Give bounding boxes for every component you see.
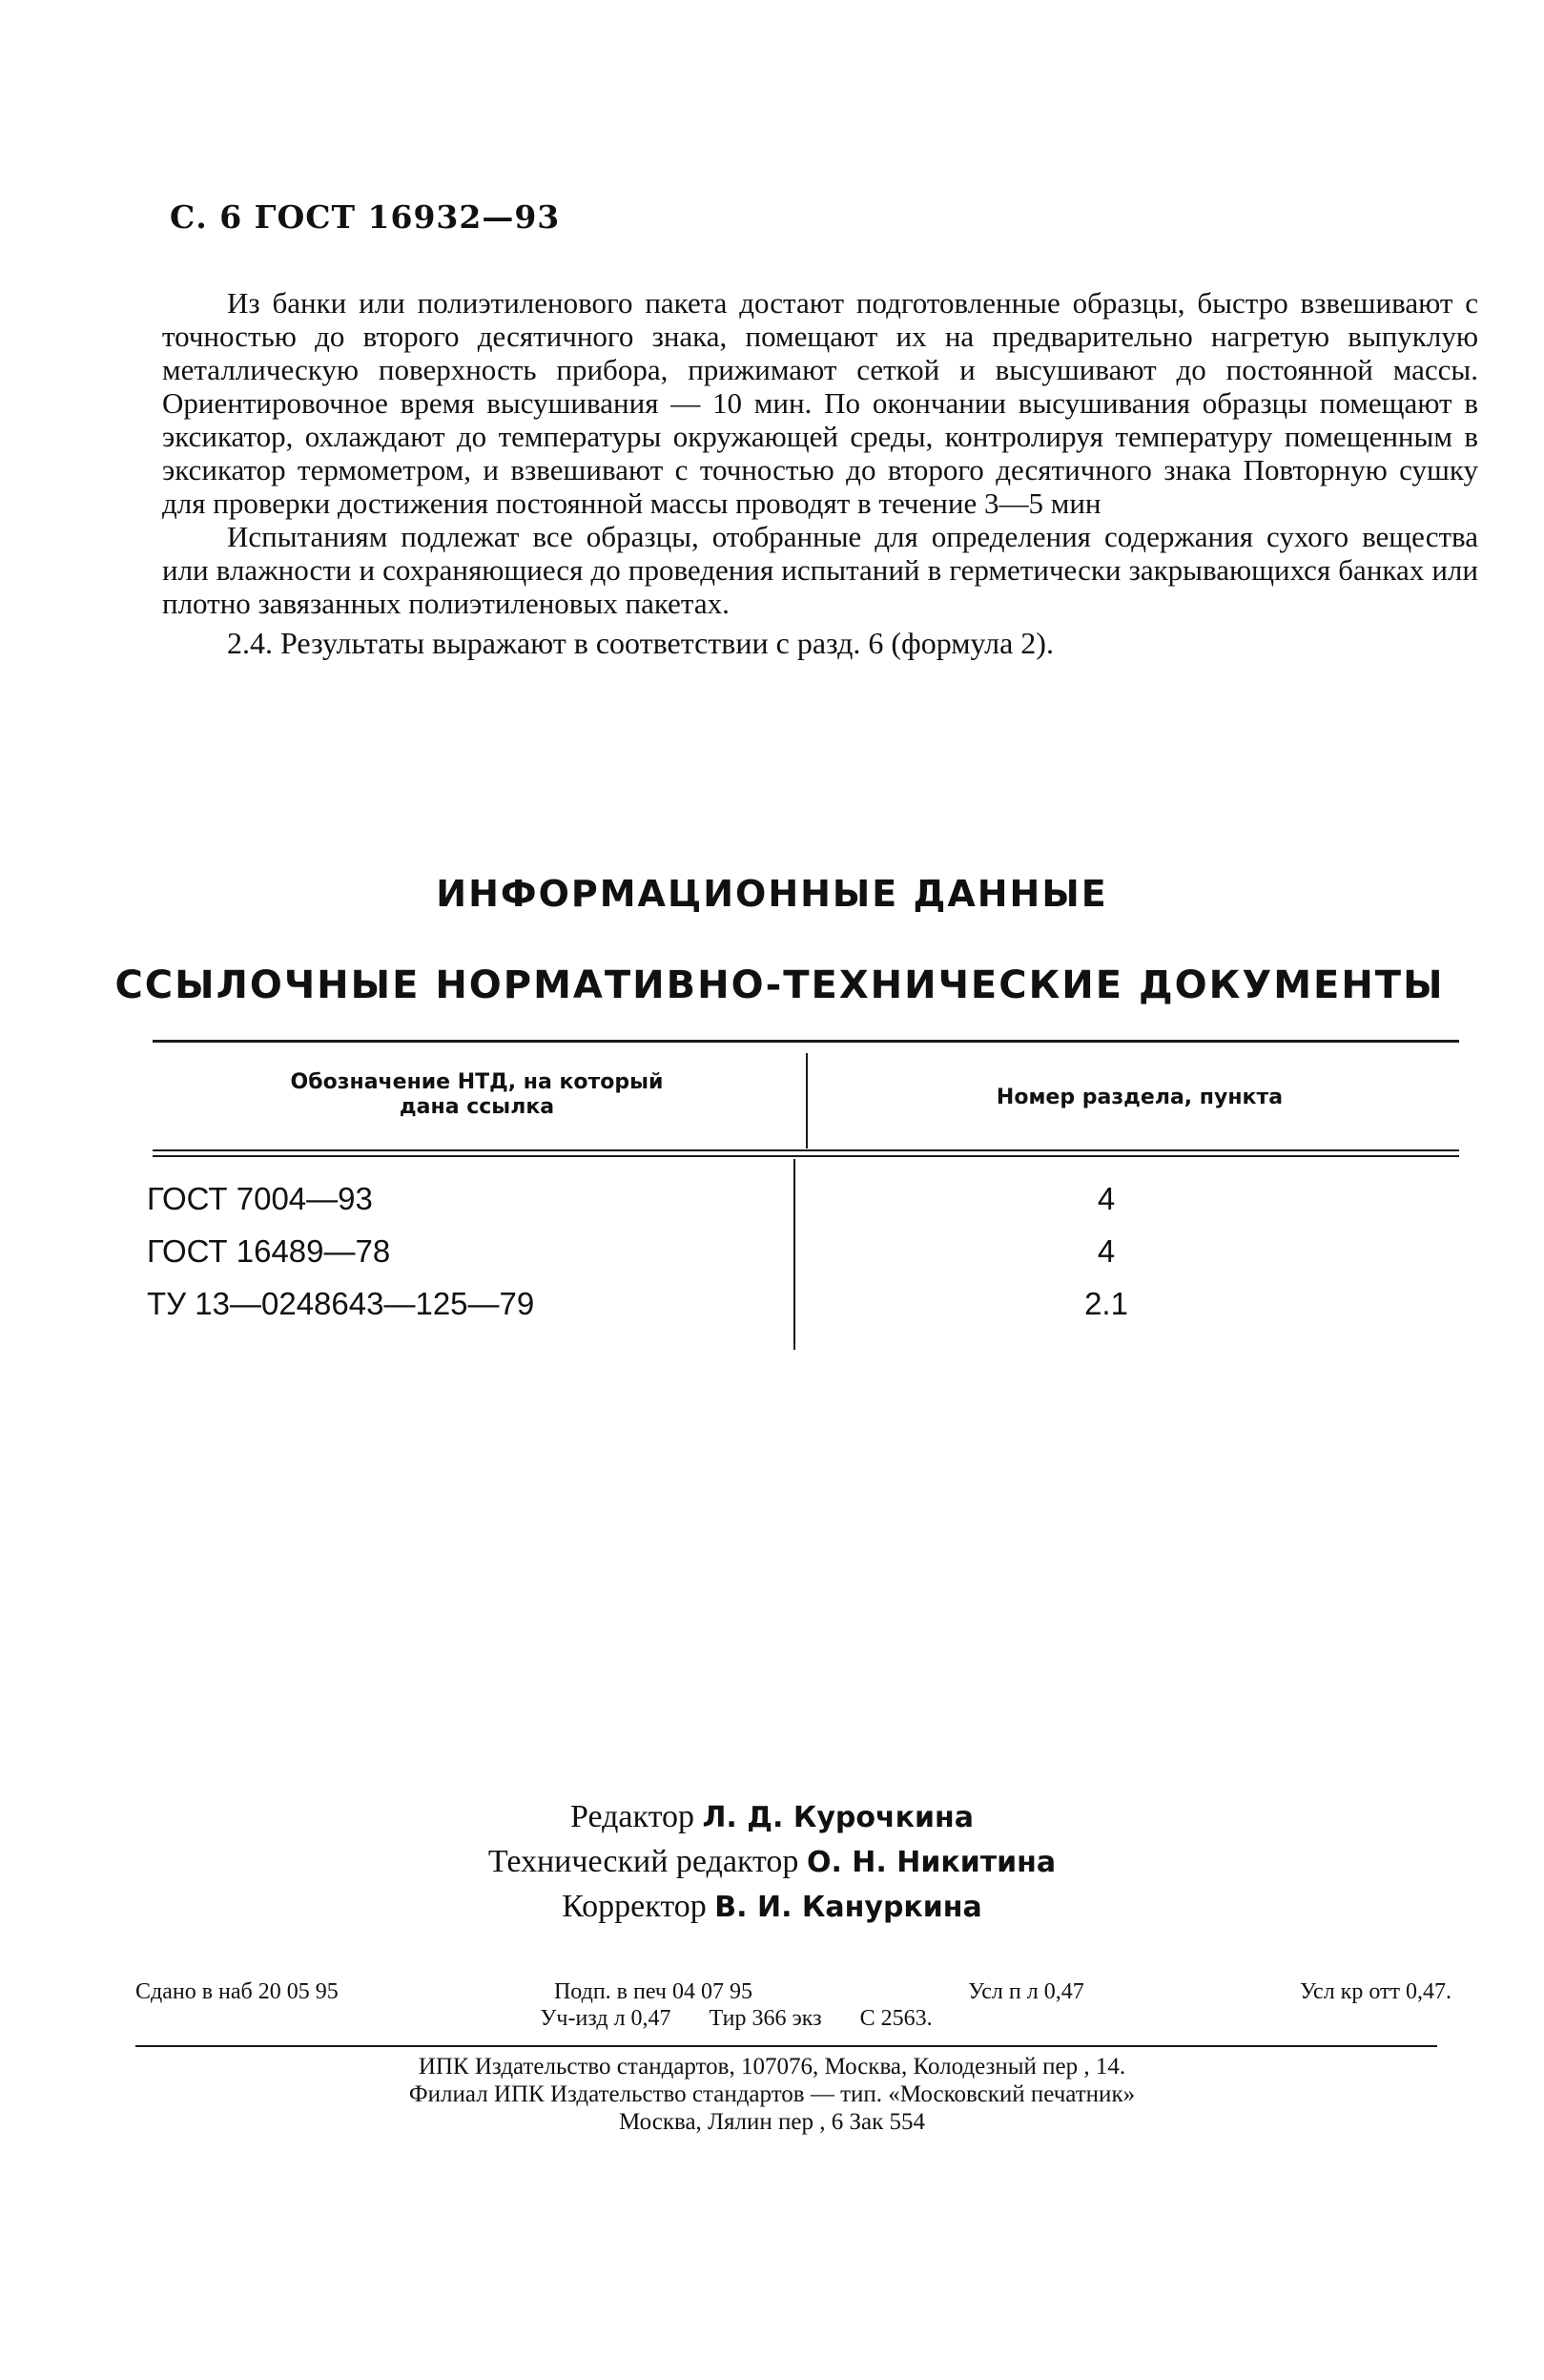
publisher-line: Филиал ИПК Издательство стандартов — тип. «Московский печатник» <box>408 2081 1136 2107</box>
column-header-document-line1: Обозначение НТД, на который <box>290 1070 664 1094</box>
credit-editor-role: Редактор <box>570 1799 695 1834</box>
section-title: ИНФОРМАЦИОННЫЕ ДАННЫЕ <box>436 873 1108 915</box>
credit-editor <box>0 1795 1544 1840</box>
table-header-rule-double <box>153 1155 1459 1157</box>
credit-corrector <box>0 1885 1544 1930</box>
table-cell-section: 4 <box>1097 1233 1116 1269</box>
reference-table <box>147 1040 1459 1355</box>
column-header-section: Номер раздела, пункта <box>996 1086 1284 1109</box>
table-body-divider <box>793 1159 795 1350</box>
imprint-sheets: Усл п л 0,47 <box>968 1979 1084 2004</box>
table-cell-section: 2.1 <box>1084 1286 1128 1321</box>
imprint-pub-sheets: Уч-изд л 0,47 <box>540 2006 671 2031</box>
imprint <box>135 1978 1451 2032</box>
imprint-rule <box>135 2045 1437 2047</box>
credit-tech-editor-name: О. Н. Никитина <box>806 1846 1057 1879</box>
credit-corrector-role: Корректор <box>562 1889 707 1924</box>
column-header-document-line2: дана ссылка <box>399 1095 555 1119</box>
table-cell-section: 4 <box>1097 1181 1116 1216</box>
body-text <box>162 286 1478 660</box>
table-top-rule <box>153 1040 1459 1043</box>
credit-tech-editor <box>0 1840 1544 1885</box>
imprint-order-code: С 2563. <box>859 2006 933 2031</box>
page-header: С. 6 ГОСТ 16932—93 <box>170 198 561 236</box>
table-header-divider <box>806 1053 808 1149</box>
imprint-row <box>135 2005 1451 2032</box>
publisher-line: Москва, Лялин пер , 6 Зак 554 <box>619 2109 925 2135</box>
paragraph-results: 2.4. Результаты выражают в соответствии с разд. 6 (формула 2). <box>227 626 1054 660</box>
imprint-prints: Усл кр отт 0,47. <box>1299 1979 1451 2004</box>
section-subtitle: ССЫЛОЧНЫЕ НОРМАТИВНО-ТЕХНИЧЕСКИЕ ДОКУМЕНТЫ <box>114 963 1445 1007</box>
imprint-submitted: Сдано в наб 20 05 95 <box>135 1979 339 2004</box>
imprint-signed: Подп. в печ 04 07 95 <box>553 1979 752 2004</box>
table-header-rule <box>153 1149 1459 1151</box>
imprint-row <box>135 1978 1451 2005</box>
publisher-info <box>0 2053 1544 2136</box>
table-cell-document: ГОСТ 7004—93 <box>147 1181 373 1216</box>
imprint-run: Тир 366 экз <box>709 2006 822 2031</box>
credits <box>0 1795 1544 1930</box>
table-cell-document: ТУ 13—0248643—125—79 <box>147 1286 535 1321</box>
publisher-line: ИПК Издательство стандартов, 107076, Москва, Колодезный пер , 14. <box>418 2054 1126 2080</box>
paragraph-procedure: Из банки или полиэтиленового пакета достают подготовленные образцы, быстро взвешивают с точностью до второго десятичного знака, помещают их на предварительно нагретую выпуклую металлическую поверхность прибора, прижимают сеткой и высушивают до постоянной массы. Ориентировочное время высушивания — 10 мин. По окончании высушивания образцы помещают в эксикатор, охлаждают до температуры окружающей среды, контролируя температуру помещенным в эксикатор термометром, и взвешивают с точностью до второго десятичного знака Повторную сушку для проверки достижения постоянной массы проводят в течение 3—5 мин <box>162 286 1478 520</box>
credit-editor-name: Л. Д. Курочкина <box>702 1801 974 1834</box>
credit-tech-editor-role: Технический редактор <box>487 1844 799 1879</box>
credit-corrector-name: В. И. Кануркина <box>714 1891 982 1924</box>
table-cell-document: ГОСТ 16489—78 <box>147 1233 391 1269</box>
paragraph-samples: Испытаниям подлежат все образцы, отобранные для определения содержания сухого вещества или влажности и сохраняющиеся до проведения испытаний в герметически закрывающихся банках или плотно завязанных полиэтиленовых пакетах. <box>162 520 1478 620</box>
column-header-document <box>229 1070 725 1120</box>
